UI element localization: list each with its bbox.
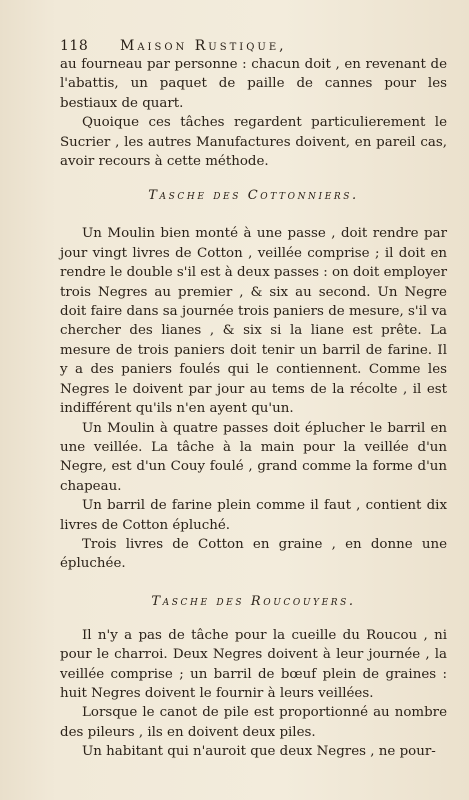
section-heading-cottonniers: Tasche des Cottonniers. <box>148 188 359 204</box>
paragraph: Trois livres de Cotton en graine , en donne une épluchée. <box>60 536 447 572</box>
paragraph: au fourneau par personne : chacun doit , en revenant de l'abattis, un paquet de paille de cannes pour les bestiaux de quart. <box>60 57 447 111</box>
paragraph: Un Moulin à quatre passes doit éplucher le barril en une veillée. La tâche à la main pour la veillée d'un Negre, est d'un Couy foulé , grand comme la forme d'un chapeau. <box>60 420 447 494</box>
paragraph: Un habitant qui n'auroit que deux Negres , ne pour- <box>82 744 436 760</box>
paragraph: Lorsque le canot de pile est proportionné au nombre des pileurs , ils en doivent deux piles. <box>60 705 447 740</box>
section-heading-roucouyers: Tasche des Roucouyers. <box>151 593 356 609</box>
paragraph: Un barril de farine plein comme il faut , contient dix livres de Cotton épluché. <box>60 498 447 533</box>
paragraph: Quoique ces tâches regardent particulierement le Sucrier , les autres Manufactures doivent, en pareil cas, avoir recours à cette méthode. <box>60 115 447 170</box>
running-title: Maison Rustique, <box>120 38 287 54</box>
paragraph: Un Moulin bien monté à une passe , doit rendre par jour vingt livres de Cotton , veillée comprise ; il doit en rendre le double s'il est à deux passes : on doit employer trois Negres au premier , & six au second. Un Negre doit faire dans sa journée trois paniers de mesure, s'il va chercher des lianes , & six si la liane est prête. La mesure de trois paniers doit tenir un barril de farine. Il y a des paniers foulés qui le contiennent. Comme les Negres le doivent par jour au tems de la récolte , il est indifférent qu'ils n'en ayent qu'un. <box>60 226 447 417</box>
page-header <box>60 38 447 54</box>
paragraph: Il n'y a pas de tâche pour la cueille du Roucou , ni pour le charroi. Deux Negres doivent à leur journée , la veillée comprise ; un barril de bœuf plein de graines : huit Negres doivent le fournir à leurs veillées. <box>60 627 447 701</box>
page-number: 118 <box>60 38 89 54</box>
